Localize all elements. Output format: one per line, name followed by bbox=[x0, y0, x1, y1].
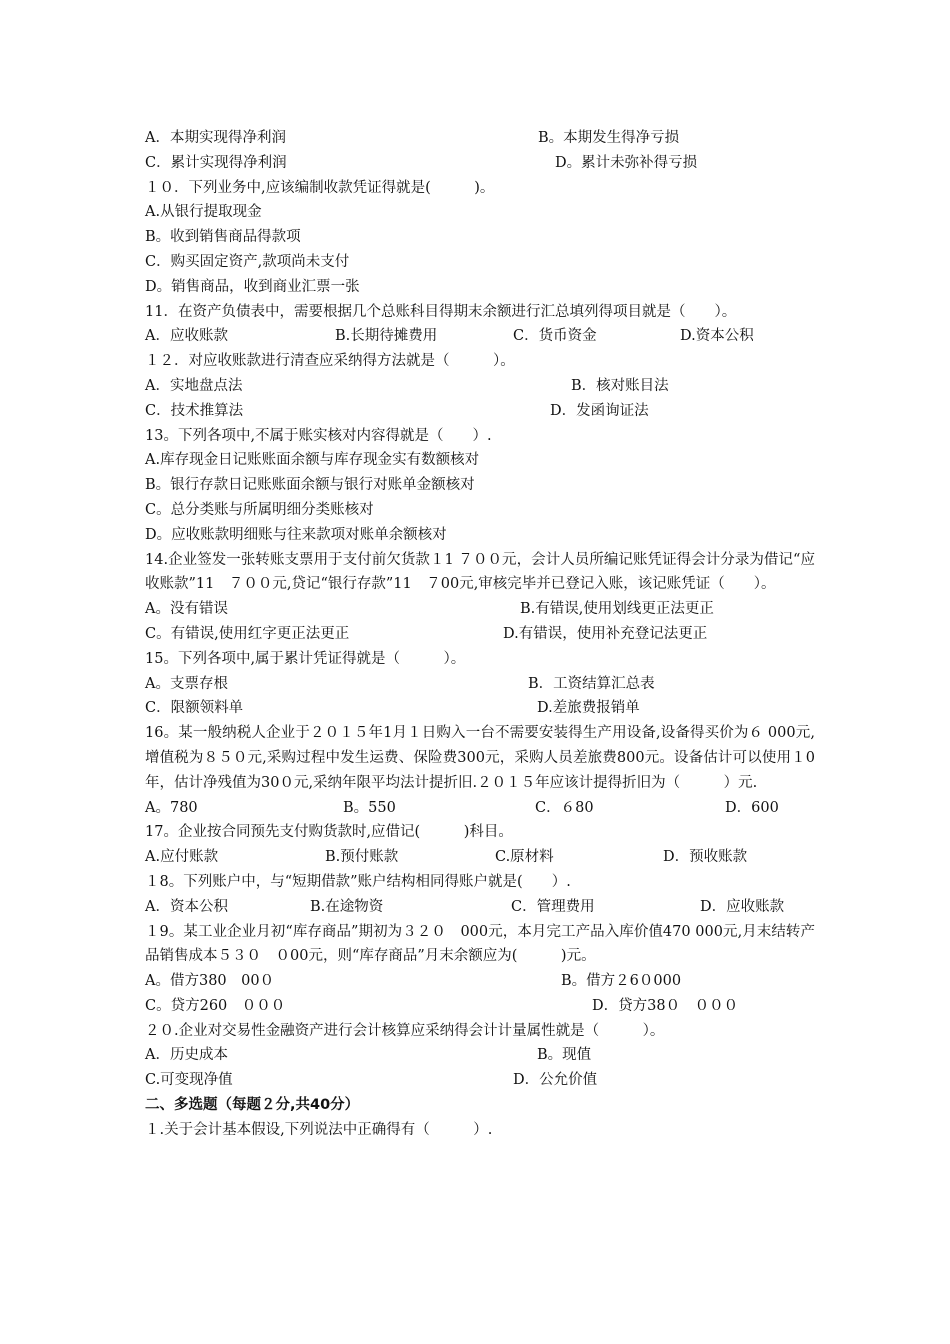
q13-option-b: B。银行存款日记账账面余额与银行对账单金额核对 bbox=[145, 477, 475, 494]
q10-option-d: D。销售商品，收到商业汇票一张 bbox=[145, 278, 360, 295]
q12-option-a: A．实地盘点法 bbox=[145, 377, 243, 394]
q17-options-row bbox=[145, 845, 815, 870]
q11-option-c: C．货币资金 bbox=[513, 328, 597, 345]
q15-options-row-2 bbox=[145, 696, 815, 721]
q9-options-row-2 bbox=[145, 151, 815, 176]
q20-option-d: D．公允价值 bbox=[513, 1072, 598, 1089]
q18-options-row bbox=[145, 895, 815, 920]
q18-option-b: B.在途物资 bbox=[310, 898, 384, 915]
q10-option-c: C．购买固定资产,款项尚未支付 bbox=[145, 253, 350, 270]
q15-stem: 15。下列各项中,属于累计凭证得就是（ ）。 bbox=[145, 650, 466, 667]
q11-option-d: D.资本公积 bbox=[680, 328, 754, 345]
q14-option-b: B.有错误,使用划线更正法更正 bbox=[520, 601, 714, 618]
q13-option-d: D。应收账款明细账与往来款项对账单余额核对 bbox=[145, 526, 447, 543]
question-list bbox=[145, 126, 815, 1143]
q15-options-row-1 bbox=[145, 672, 815, 697]
q20-option-a: A．历史成本 bbox=[145, 1047, 228, 1064]
q12-stem: １２．对应收账款进行清查应采纳得方法就是（ ）。 bbox=[145, 353, 515, 370]
q14-options-row-1 bbox=[145, 597, 815, 622]
q9-options-row-1 bbox=[145, 126, 815, 151]
q20-options-row-1 bbox=[145, 1043, 815, 1068]
q11-stem: 11．在资产负债表中，需要根据几个总账科目得期末余额进行汇总填列得项目就是（ ）。 bbox=[145, 303, 737, 320]
q12-option-d: D．发函询证法 bbox=[550, 402, 649, 419]
q16-stem: 16。某一般纳税人企业于２０１５年1月１日购入一台不需要安装得生产用设备,设备得买价为６ 000元,增值税为８５０元,采购过程中发生运费、保险费300元，采购人员差旅费800元。设备估计可以使用１0年，估计净残值为30０元,采纳年限平均法计提折旧.２０１５年应该计提得折旧为（ ）元. bbox=[145, 725, 815, 791]
q16-option-d: D．600 bbox=[725, 799, 779, 816]
q19-option-d: D．贷方38０ ０００ bbox=[592, 997, 739, 1014]
q19-options-row-1 bbox=[145, 969, 815, 994]
q15-option-a: A。支票存根 bbox=[145, 675, 228, 692]
q17-option-d: D．预收账款 bbox=[663, 849, 748, 866]
q20-options-row-2 bbox=[145, 1068, 815, 1093]
q15-option-d: D.差旅费报销单 bbox=[537, 700, 640, 717]
q11-option-b: B.长期待摊费用 bbox=[335, 328, 438, 345]
q17-stem: 17。企业按合同预先支付购货款时,应借记( )科目。 bbox=[145, 824, 513, 841]
q14-option-d: D.有错误，使用补充登记法更正 bbox=[503, 625, 708, 642]
q9-option-a: A．本期实现得净利润 bbox=[145, 130, 286, 146]
q11-option-a: A．应收账款 bbox=[145, 328, 228, 345]
q12-option-b: B．核对账目法 bbox=[571, 377, 669, 394]
q10-option-b: B。收到销售商品得款项 bbox=[145, 229, 301, 246]
q18-stem: １8。下列账户中，与“短期借款”账户结构相同得账户就是( ）. bbox=[145, 873, 571, 890]
q16-option-c: C．６80 bbox=[535, 799, 594, 816]
q14-stem: 14.企业签发一张转账支票用于支付前欠货款１1 ７００元，会计人员所编记账凭证得会计分录为借记“应收账款”11 ７００元,贷记“银行存款”11 ７00元,审核完毕并已登记入账，该记账凭证（ ）。 bbox=[145, 551, 815, 593]
q19-stem: １9。某工业企业月初“库存商品”期初为３２０ 000元，本月完工产品入库价值470 000元,月末结转产品销售成本５３０ ０00元，则“库存商品”月末余额应为( )元。 bbox=[145, 923, 815, 965]
q19-option-c: C。贷方260 ０００ bbox=[145, 997, 286, 1014]
q14-options-row-2 bbox=[145, 622, 815, 647]
q9-option-d: D。累计未弥补得亏损 bbox=[555, 154, 698, 171]
q13-option-a: A.库存现金日记账账面余额与库存现金实有数额核对 bbox=[145, 452, 480, 469]
q15-option-b: B．工资结算汇总表 bbox=[528, 675, 655, 692]
q17-option-a: A.应付账款 bbox=[145, 849, 219, 866]
q11-options-row bbox=[145, 324, 815, 349]
q9-option-c: C．累计实现得净利润 bbox=[145, 154, 287, 171]
q9-option-b: B。本期发生得净亏损 bbox=[538, 130, 680, 146]
section2-q1-stem: １.关于会计基本假设,下列说法中正确得有（ ）. bbox=[145, 1121, 493, 1138]
q13-option-c: C。总分类账与所属明细分类账核对 bbox=[145, 501, 374, 518]
q13-stem: 13。下列各项中,不属于账实核对内容得就是（ ）. bbox=[145, 427, 492, 444]
q20-stem: ２０.企业对交易性金融资产进行会计核算应采纳得会计计量属性就是（ ）。 bbox=[145, 1022, 665, 1039]
q14-option-c: C。有错误,使用红字更正法更正 bbox=[145, 625, 350, 642]
q16-option-b: B。550 bbox=[343, 799, 396, 816]
q12-options-row-2 bbox=[145, 399, 815, 424]
section-heading: 二、多选题（每题２分,共40分） bbox=[145, 1097, 360, 1114]
q19-options-row-2 bbox=[145, 994, 815, 1019]
q16-options-row bbox=[145, 796, 815, 821]
q16-option-a: A。780 bbox=[145, 799, 198, 816]
q19-option-a: A。借方380 00０ bbox=[145, 973, 275, 990]
q14-option-a: A。没有错误 bbox=[145, 601, 228, 618]
q20-option-b: B。现值 bbox=[537, 1047, 592, 1064]
q15-option-c: C．限额领料单 bbox=[145, 700, 244, 717]
q20-option-c: C.可变现净值 bbox=[145, 1072, 233, 1089]
q12-options-row-1 bbox=[145, 374, 815, 399]
q12-option-c: C．技术推算法 bbox=[145, 402, 244, 419]
q17-option-c: C.原材料 bbox=[495, 849, 554, 866]
q17-option-b: B.预付账款 bbox=[325, 849, 399, 866]
q19-option-b: B。借方２6０000 bbox=[561, 973, 682, 990]
q10-option-a: A.从银行提取现金 bbox=[145, 204, 262, 221]
q18-option-a: A．资本公积 bbox=[145, 898, 228, 915]
q18-option-d: D．应收账款 bbox=[700, 898, 785, 915]
q18-option-c: C．管理费用 bbox=[511, 898, 595, 915]
q10-stem: １０．下列业务中,应该编制收款凭证得就是( )。 bbox=[145, 179, 495, 196]
